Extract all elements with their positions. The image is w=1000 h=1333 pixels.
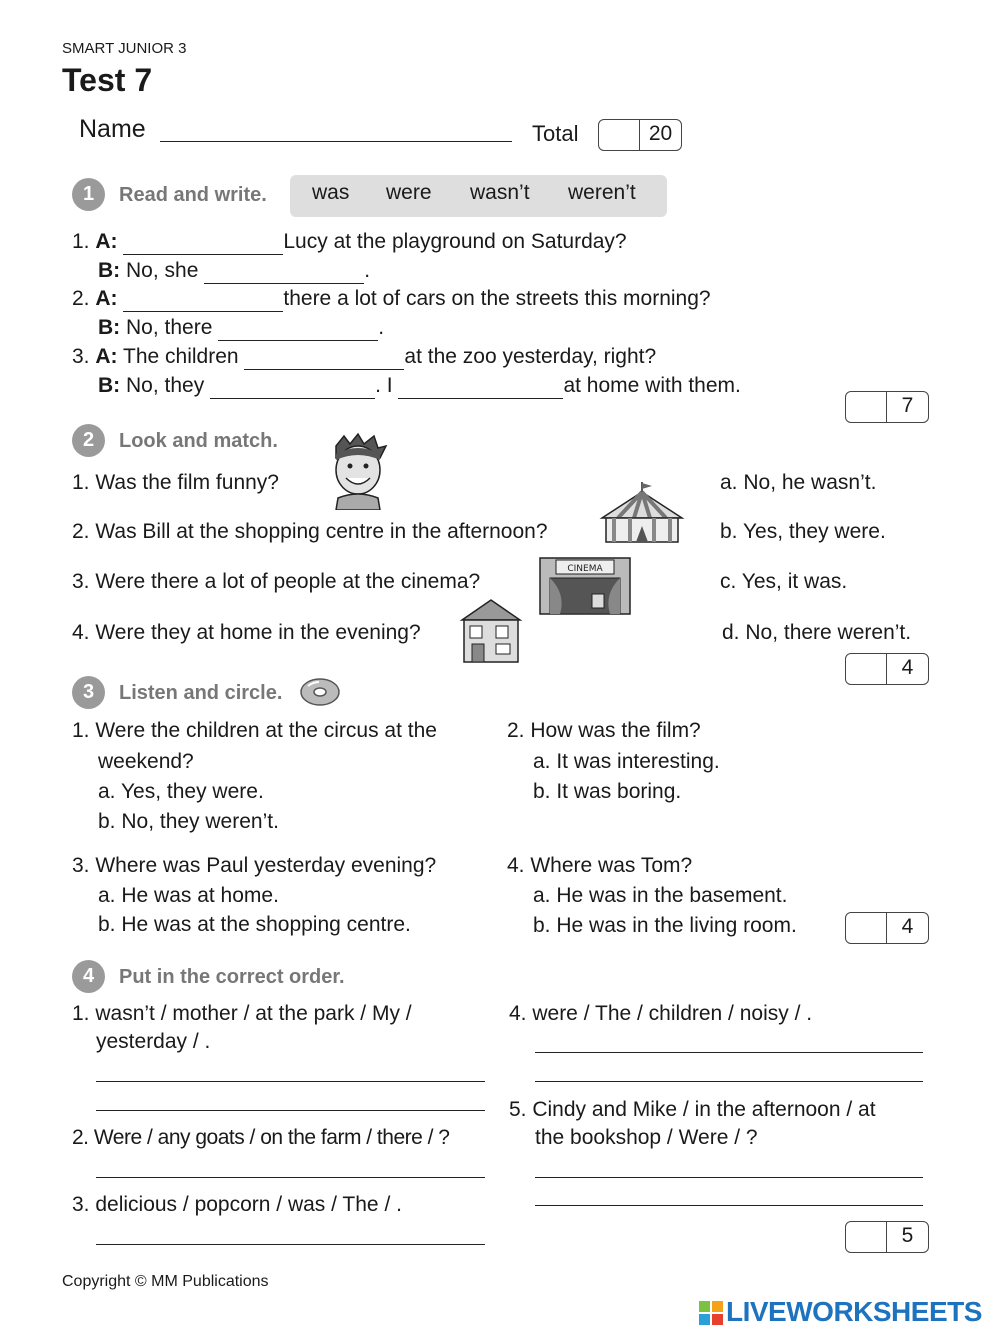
section-3-max: 4 (901, 915, 914, 938)
match-question: 4. Were they at home in the evening? (72, 621, 421, 644)
match-answer[interactable]: d. No, there weren’t. (722, 621, 912, 644)
section-1-instruction: Read and write. (119, 184, 267, 206)
section-2-score-box[interactable] (845, 653, 929, 685)
answer-blank[interactable] (244, 349, 404, 370)
cinema-sign: CINEMA (567, 564, 603, 574)
answer-line[interactable] (96, 1081, 485, 1082)
word-bank-item: was (312, 181, 350, 204)
cinema-picture[interactable] (536, 554, 634, 618)
s3-q4-option-b[interactable]: b. He was in the living room. (533, 914, 797, 937)
s3-q1-question: 1. Were the children at the circus at the (72, 719, 437, 742)
match-answer[interactable]: c. Yes, it was. (720, 570, 848, 593)
answer-line[interactable] (535, 1205, 923, 1206)
section-2-number: 2 (72, 424, 105, 457)
section-4-number: 4 (72, 960, 105, 993)
answer-blank[interactable] (218, 320, 378, 341)
word-bank (290, 175, 667, 217)
section-2-max: 4 (901, 656, 914, 679)
s3-q4-option-a[interactable]: a. He was in the basement. (533, 884, 788, 907)
total-max: 20 (648, 122, 673, 145)
s3-q2-option-a[interactable]: a. It was interesting. (533, 750, 720, 773)
liveworksheets-logo-icon (698, 1300, 724, 1326)
word-bank-item: were (386, 181, 432, 204)
s3-q1-option-a[interactable]: a. Yes, they were. (98, 780, 264, 803)
s4-q5-words: 5. Cindy and Mike / in the afternoon / at (509, 1098, 876, 1121)
section-4-max: 5 (901, 1224, 914, 1247)
copyright: Copyright © MM Publications (62, 1273, 269, 1290)
section-4-score-box[interactable] (845, 1221, 929, 1253)
name-input-line[interactable] (160, 141, 512, 142)
s4-q2-words: 2. Were / any goats / on the farm / there / ? (72, 1126, 450, 1149)
total-score-box[interactable] (598, 119, 682, 151)
word-bank-item: wasn’t (470, 181, 530, 204)
s4-q5-words-cont: the bookshop / Were / ? (535, 1126, 758, 1149)
answer-blank[interactable] (123, 234, 283, 255)
circus-tent-picture[interactable] (596, 480, 688, 546)
answer-line[interactable] (96, 1110, 485, 1111)
answer-line[interactable] (535, 1052, 923, 1053)
boy-picture[interactable] (322, 432, 394, 510)
s3-q1-option-b[interactable]: b. No, they weren’t. (98, 810, 279, 833)
s1-q3-b: B: No, they . I at home with them. (98, 374, 741, 397)
s1-q1-b: B: No, she . (98, 259, 371, 282)
match-question: 3. Were there a lot of people at the cinema? (72, 570, 481, 593)
match-question: 2. Was Bill at the shopping centre in the afternoon? (72, 520, 548, 543)
answer-line[interactable] (535, 1177, 923, 1178)
s3-q3-question: 3. Where was Paul yesterday evening? (72, 854, 437, 877)
section-2-instruction: Look and match. (119, 430, 278, 452)
section-3-instruction: Listen and circle. (119, 682, 283, 704)
section-1-max: 7 (901, 394, 914, 417)
s3-q4-question: 4. Where was Tom? (507, 854, 693, 877)
cd-icon (299, 676, 341, 708)
answer-line[interactable] (96, 1177, 485, 1178)
answer-line[interactable] (535, 1081, 923, 1082)
s4-q1-words: 1. wasn’t / mother / at the park / My / (72, 1002, 412, 1025)
total-label: Total (532, 121, 579, 146)
section-3-number: 3 (72, 676, 105, 709)
s4-q4-words: 4. were / The / children / noisy / . (509, 1002, 813, 1025)
s3-q3-option-b[interactable]: b. He was at the shopping centre. (98, 913, 411, 936)
s3-q2-question: 2. How was the film? (507, 719, 701, 742)
answer-blank[interactable] (210, 378, 375, 399)
match-answer[interactable]: a. No, he wasn’t. (720, 471, 877, 494)
section-4-instruction: Put in the correct order. (119, 966, 345, 988)
house-picture[interactable] (458, 598, 524, 664)
s1-q2-a: 2. A: there a lot of cars on the streets this morning? (72, 287, 711, 310)
series-label: SMART JUNIOR 3 (62, 40, 187, 57)
answer-line[interactable] (96, 1244, 485, 1245)
s3-q3-option-a[interactable]: a. He was at home. (98, 884, 279, 907)
s3-q2-option-b[interactable]: b. It was boring. (533, 780, 682, 803)
s3-q1-question-cont: weekend? (98, 750, 194, 773)
section-1-number: 1 (72, 178, 105, 211)
s1-q2-b: B: No, there . (98, 316, 385, 339)
match-answer[interactable]: b. Yes, they were. (720, 520, 886, 543)
s1-q1-a: 1. A: Lucy at the playground on Saturday? (72, 230, 627, 253)
section-1-score-box[interactable] (845, 391, 929, 423)
answer-blank[interactable] (204, 263, 364, 284)
name-label: Name (79, 115, 146, 143)
page-title: Test 7 (62, 62, 153, 98)
answer-blank[interactable] (123, 291, 283, 312)
match-question: 1. Was the film funny? (72, 471, 279, 494)
s4-q1-words-cont: yesterday / . (96, 1030, 211, 1053)
s1-q3-a: 3. A: The children at the zoo yesterday, right? (72, 345, 657, 368)
liveworksheets-brand[interactable]: LIVEWORKSHEETS (726, 1296, 982, 1327)
s4-q3-words: 3. delicious / popcorn / was / The / . (72, 1193, 402, 1216)
answer-blank[interactable] (398, 378, 563, 399)
word-bank-item: weren’t (568, 181, 636, 204)
section-3-score-box[interactable] (845, 912, 929, 944)
